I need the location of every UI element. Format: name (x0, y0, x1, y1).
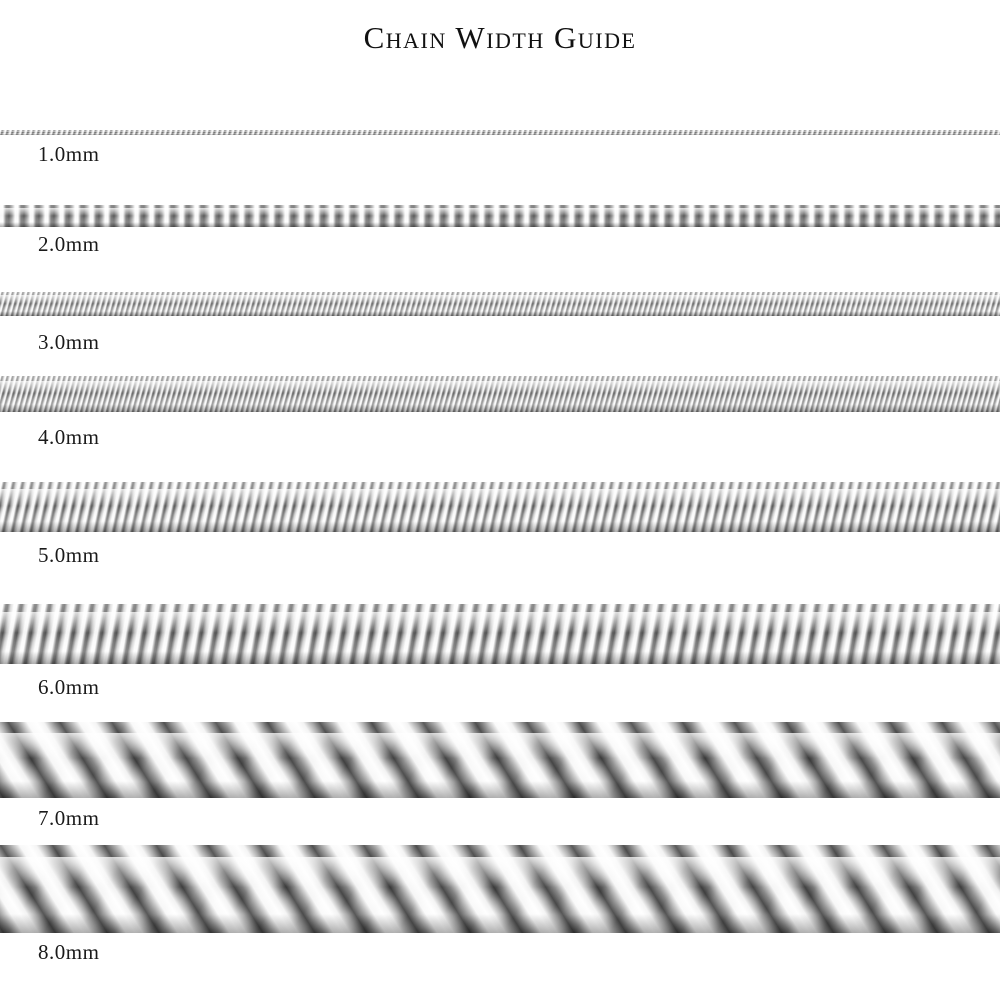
chain-swatch-8-0mm (0, 845, 1000, 933)
chain-label-8-0mm: 8.0mm (38, 940, 100, 964)
chain-label-5-0mm: 5.0mm (38, 543, 100, 567)
chain-texture (0, 130, 1000, 135)
chain-texture (0, 845, 1000, 933)
chain-texture (0, 205, 1000, 227)
chain-label-7-0mm: 7.0mm (38, 806, 100, 830)
chain-swatch-4-0mm (0, 376, 1000, 412)
chain-label-1-0mm: 1.0mm (38, 142, 100, 166)
chain-texture (0, 482, 1000, 532)
chain-texture (0, 376, 1000, 412)
chain-swatch-6-0mm (0, 604, 1000, 664)
chain-label-3-0mm: 3.0mm (38, 330, 100, 354)
chain-label-4-0mm: 4.0mm (38, 425, 100, 449)
chain-swatch-7-0mm (0, 722, 1000, 798)
chain-swatch-1-0mm (0, 130, 1000, 135)
chain-swatch-2-0mm (0, 205, 1000, 227)
chain-swatch-5-0mm (0, 482, 1000, 532)
chain-label-2-0mm: 2.0mm (38, 232, 100, 256)
chain-texture (0, 604, 1000, 664)
chain-label-6-0mm: 6.0mm (38, 675, 100, 699)
chain-swatch-3-0mm (0, 292, 1000, 316)
chain-texture (0, 722, 1000, 798)
chain-texture (0, 292, 1000, 316)
page-title: Chain Width Guide (363, 20, 637, 55)
